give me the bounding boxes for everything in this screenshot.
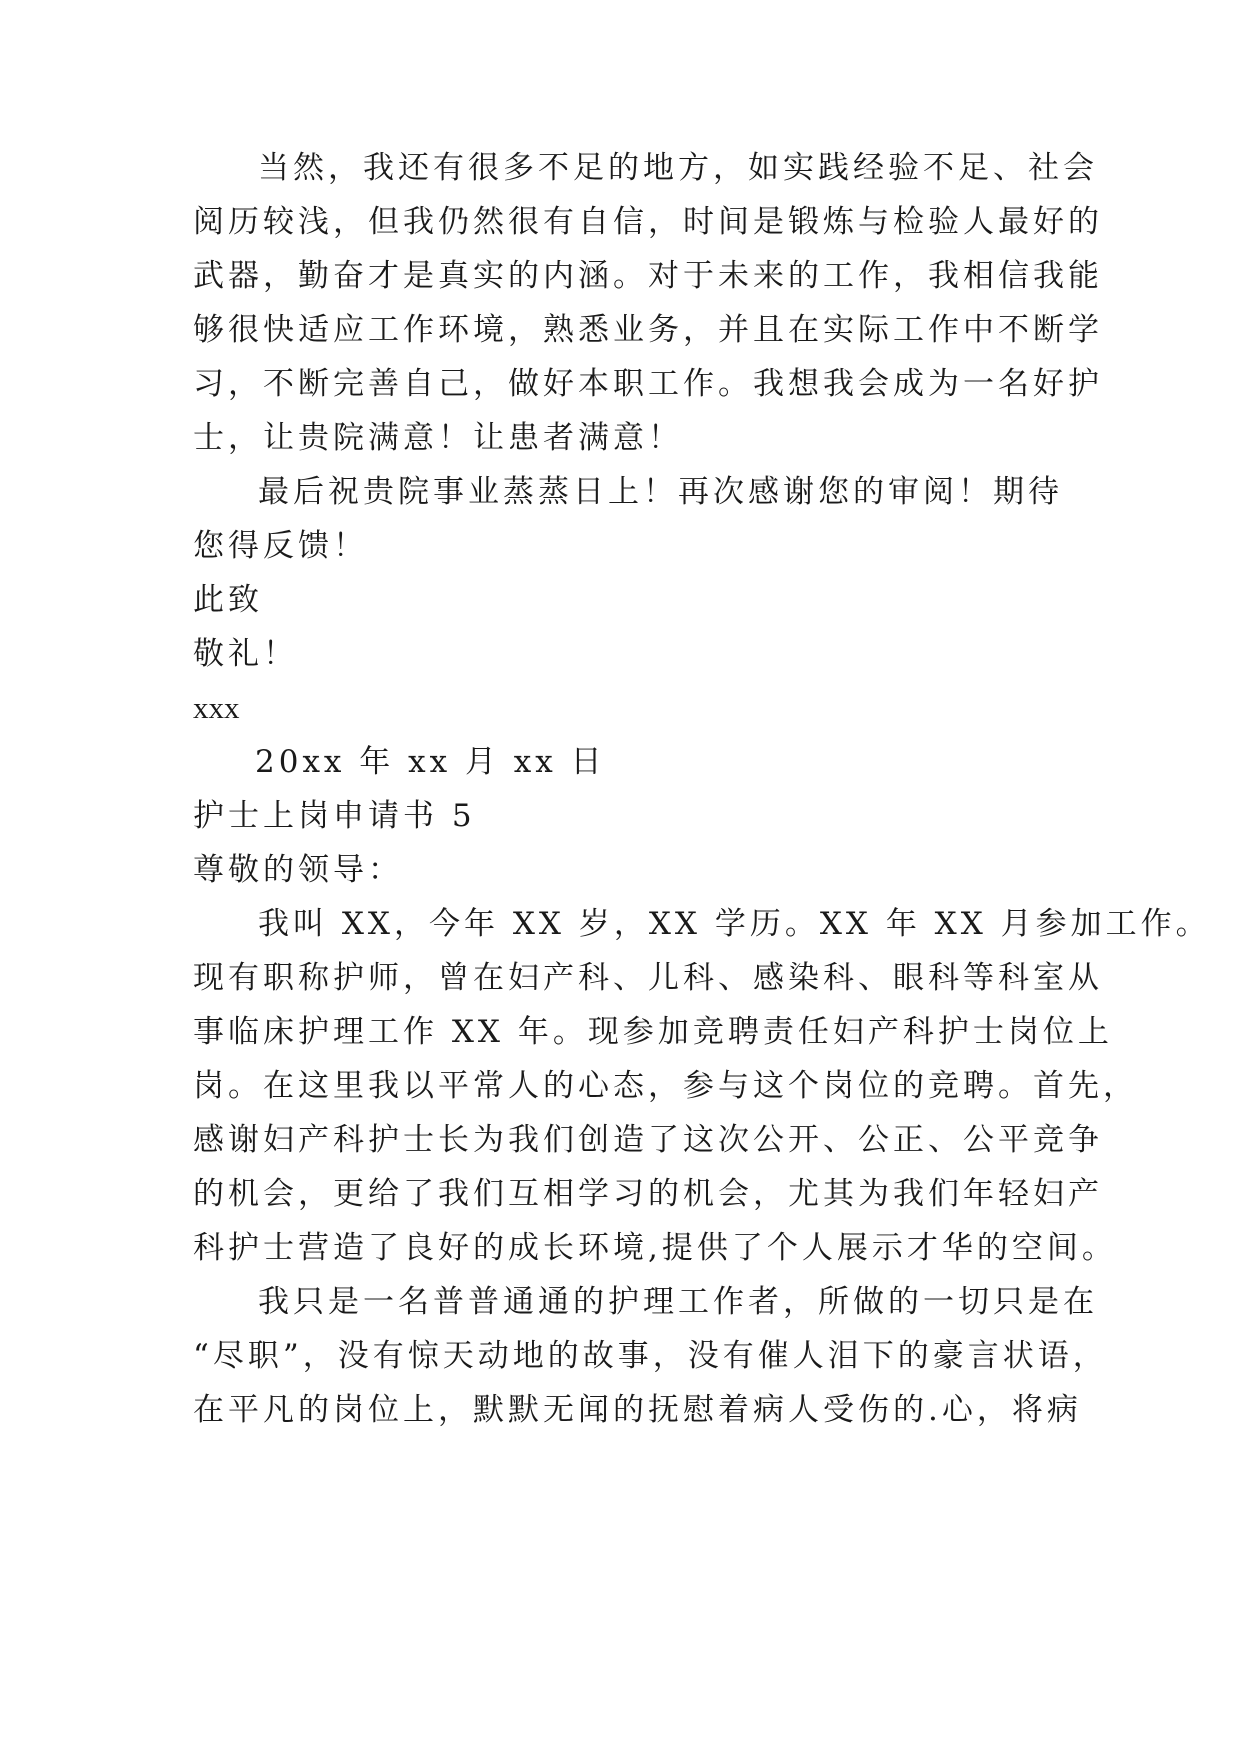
paragraph-line: 习，不断完善自己，做好本职工作。我想我会成为一名好护 — [193, 366, 1103, 402]
paragraph-line: 阅历较浅，但我仍然很有自信，时间是锻炼与检验人最好的 — [193, 204, 1103, 240]
paragraph-line: 我只是一名普普通通的护理工作者，所做的一切只是在 — [258, 1284, 1098, 1320]
paragraph-line: 现有职称护师，曾在妇产科、儿科、感染科、眼科等科室从 — [193, 960, 1103, 996]
paragraph-line: 武器，勤奋才是真实的内涵。对于未来的工作，我相信我能 — [193, 258, 1103, 294]
closing-regards: 敬礼！ — [193, 636, 298, 672]
paragraph-line: 在平凡的岗位上，默默无闻的抚慰着病人受伤的.心，将病 — [193, 1392, 1082, 1428]
paragraph-line: 科护士营造了良好的成长环境,提供了个人展示才华的空间。 — [193, 1230, 1117, 1266]
paragraph-line: 够很快适应工作环境，熟悉业务，并且在实际工作中不断学 — [193, 312, 1103, 348]
paragraph-line: 感谢妇产科护士长为我们创造了这次公开、公正、公平竞争 — [193, 1122, 1103, 1158]
paragraph-line: 最后祝贵院事业蒸蒸日上！再次感谢您的审阅！期待 — [258, 474, 1063, 510]
letter-greeting: 尊敬的领导： — [193, 852, 403, 888]
closing-salutation: 此致 — [193, 582, 263, 618]
section-heading: 护士上岗申请书 5 — [193, 798, 476, 834]
paragraph-line: 您得反馈！ — [193, 528, 368, 564]
paragraph-line: 当然，我还有很多不足的地方，如实践经验不足、社会 — [258, 150, 1098, 186]
signature-date: 20xx 年 xx 月 xx 日 — [255, 744, 606, 780]
paragraph-line: 事临床护理工作 XX 年。现参加竞聘责任妇产科护士岗位上 — [193, 1014, 1113, 1050]
paragraph-line: 我叫 XX，今年 XX 岁，XX 学历。XX 年 XX 月参加工作。 — [258, 906, 1211, 942]
signature-name: xxx — [193, 690, 240, 725]
paragraph-line: 的机会，更给了我们互相学习的机会，尤其为我们年轻妇产 — [193, 1176, 1103, 1212]
paragraph-line: 岗。在这里我以平常人的心态，参与这个岗位的竞聘。首先， — [193, 1068, 1138, 1104]
paragraph-line: “尽职”，没有惊天动地的故事，没有催人泪下的豪言状语， — [193, 1338, 1108, 1374]
paragraph-line: 士，让贵院满意！让患者满意！ — [193, 420, 683, 456]
